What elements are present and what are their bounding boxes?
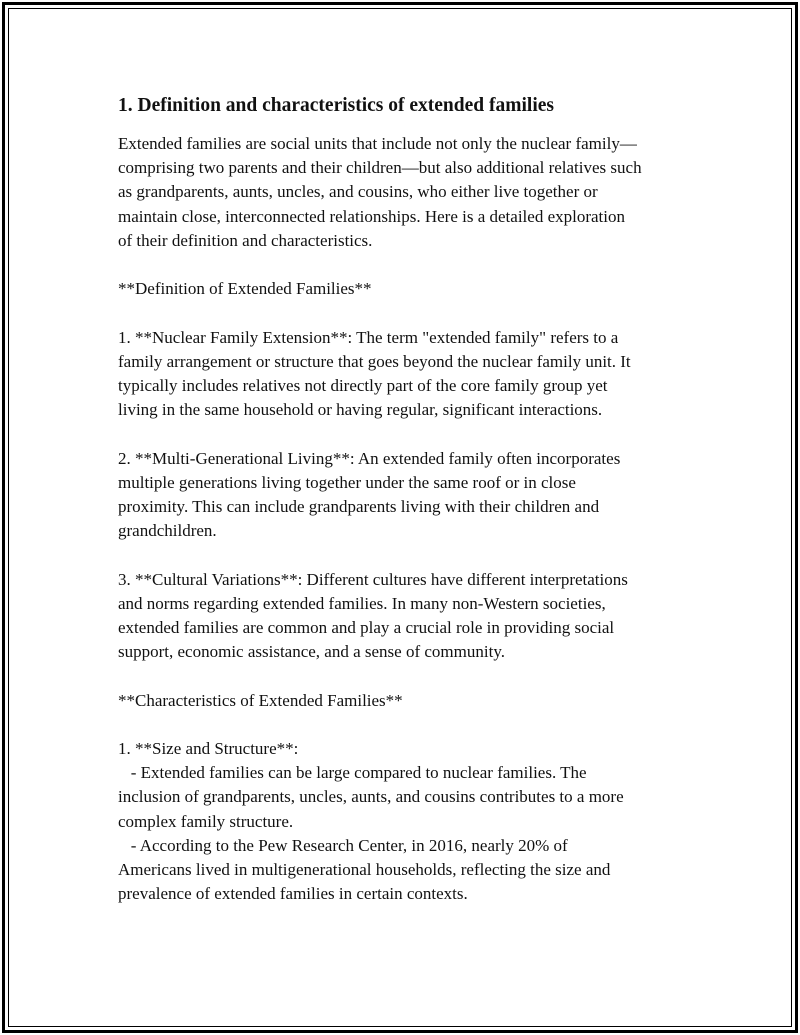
definition-item-3: 3. **Cultural Variations**: Different cultures have different interpretations and norms regarding extended families. In many non-Western societies, extended families are common and play a crucial role in providing social support, economic assistance, and a sense of community. [118, 569, 628, 662]
characteristics-item-1: 1. **Size and Structure**: - Extended families can be large compared to nuclear families. The inclusion of grandparents, uncles, aunts, and cousins contributes to a more complex family structure. - According to the Pew Research Center, in 2016, nearly 20% of Americans lived in multigenerational households, reflecting the size and prevalence of extended families in certain contexts. [118, 738, 624, 904]
document-body [118, 93, 698, 906]
section-heading: 1. Definition and characteristics of extended families [118, 95, 554, 116]
characteristics-title: **Characteristics of Extended Families** [118, 690, 403, 710]
definition-item-1: 1. **Nuclear Family Extension**: The term "extended family" refers to a family arrangement or structure that goes beyond the nuclear family unit. It typically includes relatives not directly part of the core family group yet living in the same household or having regular, significant interactions. [118, 327, 631, 420]
definition-item-2: 2. **Multi-Generational Living**: An extended family often incorporates multiple generations living together under the same roof or in close proximity. This can include grandparents living with their children and grandchildren. [118, 448, 621, 541]
definition-title: **Definition of Extended Families** [118, 279, 372, 299]
intro-paragraph: Extended families are social units that include not only the nuclear family— comprising two parents and their children—but also additional relatives such as grandparents, aunts, uncles, and cousins, who either live together or maintain close, interconnected relationships. Here is a detailed exploration of their definition and characteristics. [118, 134, 642, 250]
